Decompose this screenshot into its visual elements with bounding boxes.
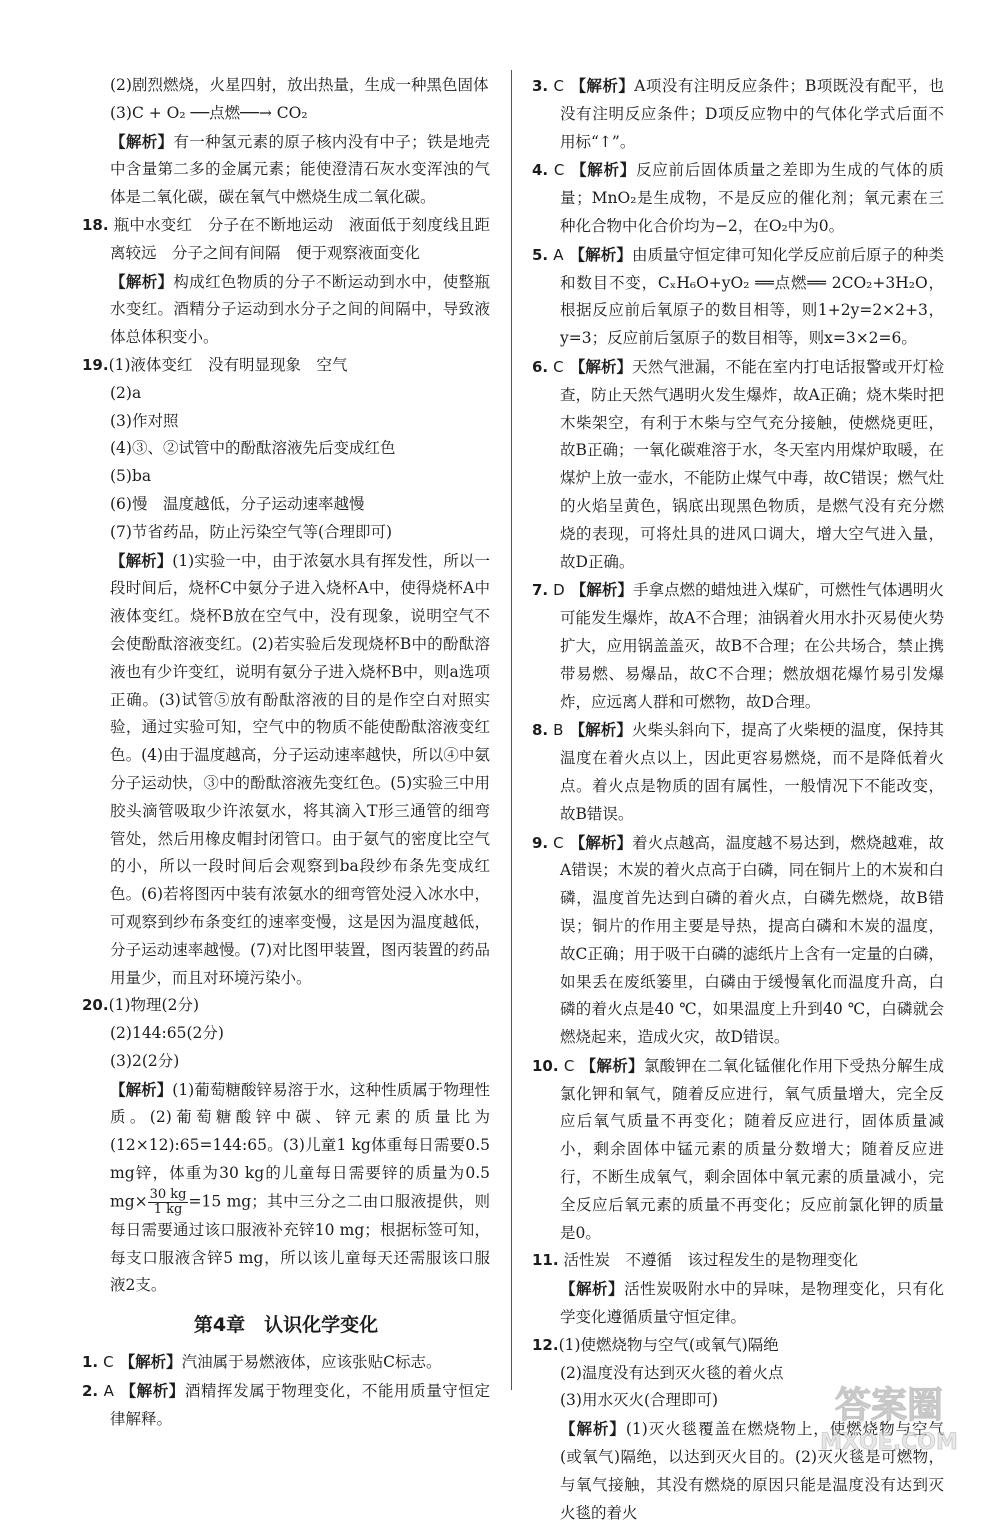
ch4-q3: 3. C 【解析】A项没有注明反应条件；B项既没有配平，也没有注明反应条件；D项反应物中的气体化学式后面不用标“↑”。 (532, 76, 944, 151)
ch4-q11-answer: 11. 活性炭 不遵循 该过程发生的是物理变化 (532, 1251, 859, 1270)
ch4-q5: 5. A 【解析】由质量守恒定律可知化学反应前后原子的种类和数目不变，CₓH₆O+yO₂ ══点燃══ 2CO₂+3H₂O，根据反应前后氧原子的数目相等，则1+2y=2×2+3，y=3；反应前后氢原子的数目相等，则x=3×2=6。 (532, 244, 944, 348)
ch4-q12-part3: (3)用水灭火(合理即可) (560, 1391, 719, 1410)
site-watermark-logo (804, 1371, 974, 1457)
analysis-label: 【解析】 (110, 131, 174, 151)
ch4-q8: 8. B 【解析】火柴头斜向下，提高了火柴梗的温度，保持其温度在着火点以上，因此更容易燃烧，而不是降低着火点。着火点是物质的固有属性，一般情况下不能改变，故B错误。 (532, 720, 944, 823)
ch4-q11-analysis: 【解析】活性炭吸附水中的异味，是物理变化，只有化学变化遵循质量守恒定律。 (560, 1279, 944, 1327)
q19-part2: (2)a (110, 383, 142, 402)
q19-part1: 19.(1)液体变红 没有明显现象 空气 (82, 355, 348, 374)
q20-part3: (3)2(2分) (110, 1051, 180, 1070)
q20-part1: 20.(1)物理(2分) (82, 996, 199, 1015)
q17-part3-equation: (3)C + O₂ ──点燃──→ CO₂ (110, 103, 308, 122)
q18-answer: 18. 瓶中水变红 分子在不断地运动 液面低于刻度线且距离较远 分子之间有间隔 便于观察液面变化 (82, 215, 490, 262)
q19-part3: (3)作对照 (110, 411, 179, 430)
ch4-q12-part2: (2)温度没有达到灭火毯的着火点 (560, 1363, 784, 1382)
ch4-q12-analysis: 【解析】(1)灭火毯覆盖在燃烧物上，使燃烧物与空气(或氧气)隔绝，以达到灭火目的。(2)灭火毯是可燃物，与氧气接触，其没有燃烧的原因只能是温度没有达到灭火毯的着火 (560, 1419, 944, 1522)
left-column (82, 72, 490, 1434)
q19-part5: (5)ba (110, 467, 152, 486)
svg-text:答案圈: 答案圈 (834, 1385, 944, 1426)
q19-analysis: 【解析】(1)实验一中，由于浓氨水具有挥发性，所以一段时间后，烧杯C中氨分子进入烧杯A中，使得烧杯A中液体变红。烧杯B放在空气中，没有现象，说明空气不会使酚酞溶液变红。(2)若实验后发现烧杯B中的酚酞溶液也有少许变红，说明有氨分子进入烧杯B中，则a选项正确。(3)试管⑤放有酚酞溶液的目的是作空白对照实验，通过实验可知，空气中的物质不能使酚酞溶液变红色。(4)由于温度越高，分子运动速率越快，所以④中氨分子运动快，③中的酚酞溶液先变红色。(5)实验三中用胶头滴管吸取少许浓氨水，将其滴入T形三通管的细弯管处，然后用橡皮帽封闭管口。由于氨气的密度比空气的小，所以一段时间后会观察到ba段纱布条先变成红色。(6)若将图丙中装有浓氨水的细弯管处浸入冰水中，可观察到纱布条变红的速率变慢，这是因为温度越低，分子运动速率越慢。(7)对比图甲装置，图丙装置的药品用量少，而且对环境污染小。 (110, 550, 490, 987)
column-divider (511, 70, 512, 1390)
ch4-q9: 9. C 【解析】着火点越高，温度越不易达到，燃烧越难，故A错误；木炭的着火点高于白磷，同在铜片上的木炭和白磷，温度首先达到白磷的着火点，白磷先燃烧，故B错误；铜片的作用主要是导热，提高白磷和木炭的温度，故C正确；用于吸干白磷的滤纸片上含有一定量的白磷，如果丢在废纸篓里，白磷由于缓慢氧化而温度升高，白磷的着火点是40 ℃，如果温度上升到40 ℃，白磷就会燃烧起来，造成火灾，故D错误。 (532, 832, 944, 1047)
q19-part4: (4)③、②试管中的酚酞溶液先后变成红色 (110, 439, 396, 458)
ch4-q1: 1. C 【解析】汽油属于易燃液体，应该张贴C标志。 (82, 1352, 442, 1372)
ch4-q4: 4. C 【解析】反应前后固体质量之差即为生成的气体的质量；MnO₂是生成物，不是反应的催化剂；氧元素在三种化合物中化合价均为−2，在O₂中为0。 (532, 160, 944, 235)
chapter-title: 第4章 认识化学变化 (193, 1314, 379, 1337)
fraction: $\frac{30 kg}{1 kg}$ (149, 1186, 187, 1217)
q17-analysis: 【解析】有一种氢元素的原子核内没有中子；铁是地壳中含量第二多的金属元素；能使澄清石灰水变浑浊的气体是二氧化碳，碳在氧气中燃烧生成二氧化碳。 (110, 131, 490, 207)
q18-analysis: 【解析】构成红色物质的分子不断运动到水中，使整瓶水变红。酒精分子运动到水分子之间的间隔中，导致液体总体积变小。 (110, 271, 490, 347)
svg-text:MXQE.COM: MXQE.COM (820, 1430, 958, 1455)
q20-part2: (2)144:65(2分) (110, 1024, 224, 1043)
ch4-q7: 7. D 【解析】手拿点燃的蜡烛进入煤矿，可燃性气体遇明火可能发生爆炸，故A不合理；油锅着火用水扑灭易使火势扩大，应用锅盖盖灭，故B不合理；在公共场合，禁止携带易燃、易爆品，故C不合理；燃放烟花爆竹易引发爆炸，应远离人群和可燃物，故D合理。 (532, 580, 944, 711)
ch4-q12-part1: 12.(1)使燃烧物与空气(或氧气)隔绝 (532, 1335, 779, 1354)
q20-analysis: 【解析】(1)葡萄糖酸锌易溶于水，这种性质属于物理性质。(2)葡萄糖酸锌中碳、锌元素的质量比为(12×12):65=144:65。(3)儿童1 kg体重每日需要0.5 mg锌，体重为30 kg的儿童每日需要锌的质量为0.5 mg× $\frac{30 kg}{1 kg}$ =15 mg；其中三分之二由口服液提供，则每日需要通过该口服液补充锌10 mg；根据标签可知，每支口服液含锌5 mg，所以该儿童每天还需服该口服液2支。 (110, 1079, 490, 1295)
ch4-q2: 2. A 【解析】酒精挥发属于物理变化，不能用质量守恒定律解释。 (82, 1381, 490, 1428)
q17-part2: (2)剧烈燃烧，火星四射，放出热量，生成一种黑色固体 (110, 76, 489, 94)
q19-part7: (7)节省药品，防止污染空气等(合理即可) (110, 522, 393, 541)
ch4-q10: 10. C 【解析】氯酸钾在二氧化锰催化作用下受热分解生成氯化钾和氧气，随着反应进行，氧气质量增大，完全反应后氧气质量不再变化；随着反应进行，固体质量减小，剩余固体中锰元素的质量分数增大；随着反应进行，不断生成氧气，剩余固体中氧元素的质量减小，完全反应后氧元素的质量不再变化；反应前氯化钾的质量是0。 (532, 1055, 944, 1242)
right-column (532, 72, 944, 1527)
ch4-q6: 6. C 【解析】天然气泄漏，不能在室内打电话报警或开灯检查，防止天然气遇明火发生爆炸，故A正确；烧木柴时把木柴架空，有利于木柴与空气充分接触，使燃烧更旺，故B正确；一氧化碳难溶于水，冬天室内用煤炉取暖，在煤炉上放一壶水，不能防止煤气中毒，故C错误；燃气灶的火焰呈黄色，锅底出现黑色物质，是燃气没有充分燃烧的表现，可将灶具的进风口调大，增大空气进入量，故D正确。 (532, 356, 944, 571)
q19-part6: (6)慢 温度越低，分子运动速率越慢 (110, 494, 365, 513)
